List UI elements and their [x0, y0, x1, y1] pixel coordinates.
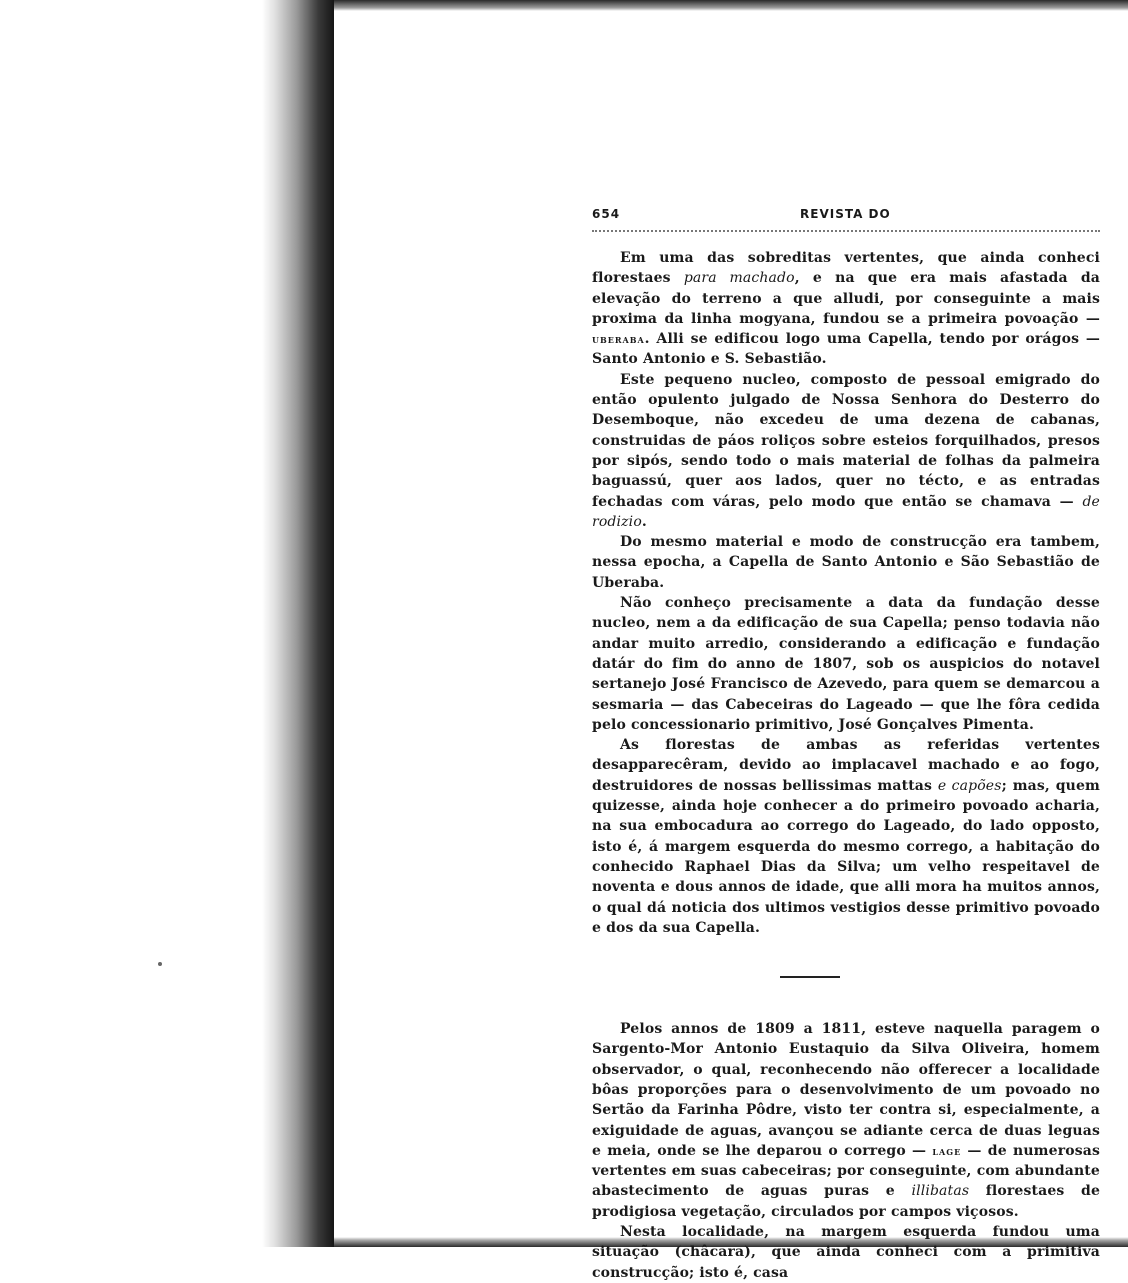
- body-text-section-1: [592, 248, 1100, 938]
- page-number: 654: [592, 207, 621, 221]
- page-header: [592, 204, 1100, 224]
- paragraph: As florestas de ambas as referidas vertentes desapparecêram, devido ao implacavel machado e ao fogo, destruidores de nossas bellissimas mattas e capões; mas, quem quizesse, ainda hoje conhecer a do primeiro povoado acharia, na sua embocadura ao corrego do Lageado, do lado opposto, isto é, á margem esquerda do mesmo corrego, a habitação do conhecido Raphael Dias da Silva; um velho respeitavel de noventa e dous annos de idade, que alli mora ha muitos annos, o qual dá noticia dos ultimos vestigios desse primitivo povoado e dos da sua Capella.: [592, 737, 1100, 936]
- paragraph: Em uma das sobreditas vertentes, que ainda conheci florestaes para machado, e na que era mais afastada da elevação do terreno a que alludi, por conseguinte a mais proxima da linha mogyana, fundou se a primeira povoação — uberaba. Alli se edificou logo uma Capella, tendo por orágos — Santo Antonio e S. Sebastião.: [592, 250, 1100, 368]
- body-text-section-2: [592, 1019, 1100, 1283]
- scan-top-edge: [334, 0, 1128, 11]
- paragraph: Nesta localidade, na margem esquerda fundou uma situação (châcara), que ainda conheci com a primitiva construcção; isto é, casa: [592, 1224, 1100, 1281]
- section-separator: [780, 976, 840, 978]
- paragraph: Este pequeno nucleo, composto de pessoal emigrado do então opulento julgado de Nossa Senhora do Desterro do Desemboque, não excedeu de uma dezena de cabanas, construidas de páos roliços sobre esteios forquilhados, presos por sipós, sendo todo o mais material de folhas da palmeira baguassú, quer aos lados, quer no técto, e as entradas fechadas com váras, pelo modo que então se chamava — de rodizio.: [592, 371, 1100, 530]
- book-page: [592, 204, 1100, 1283]
- scan-speck: [158, 962, 162, 966]
- paragraph: Pelos annos de 1809 a 1811, esteve naquella paragem o Sargento-Mor Antonio Eustaquio da Silva Oliveira, homem observador, o qual, reconhecendo não offerecer a localidade bôas proporções para o desenvolvimento de um povoado no Sertão da Farinha Pôdre, visto ter contra si, especialmente, a exiguidade de aguas, avançou se adiante cerca de duas leguas e meia, onde se lhe deparou o corrego — lage — de numerosas vertentes em suas cabeceiras; por conseguinte, com abundante abastecimento de aguas puras e illibatas florestaes de prodigiosa vegetação, circulados por campos viçosos.: [592, 1021, 1100, 1220]
- paragraph: Não conheço precisamente a data da fundação desse nucleo, nem a da edificação de sua Capella; penso todavia não andar muito arredio, considerando a edificação e fundação datár do fim do anno de 1807, sob os auspicios do notavel sertanejo José Francisco de Azevedo, para quem se demarcou a sesmaria — das Cabeceiras do Lageado — que lhe fôra cedida pelo concessionario primitivo, José Gonçalves Pimenta.: [592, 595, 1100, 733]
- paragraph: Do mesmo material e modo de construcção era tambem, nessa epocha, a Capella de Santo Antonio e São Sebastião de Uberaba.: [592, 534, 1100, 591]
- running-title: REVISTA DO: [800, 207, 891, 221]
- header-rule: [592, 230, 1100, 232]
- scan-page-edge: [262, 0, 334, 1247]
